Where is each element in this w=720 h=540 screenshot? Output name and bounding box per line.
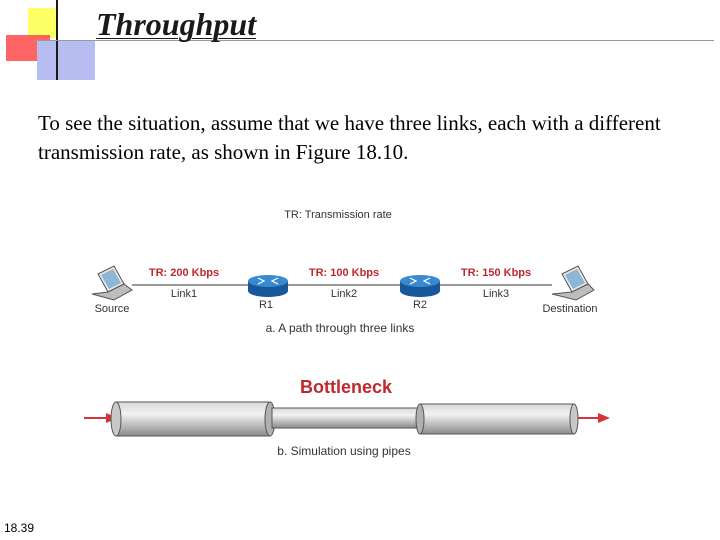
link2-rate: TR: 100 Kbps [308,267,380,279]
pipe-link1 [111,402,275,436]
destination-label: Destination [542,303,598,315]
output-arrow [578,413,610,423]
source-laptop-icon [92,266,132,300]
link1-name: Link1 [170,288,198,300]
destination-laptop-icon [552,266,594,300]
link2-name: Link2 [330,288,358,300]
slide-title: Throughput [96,6,257,42]
router-r1-label: R1 [258,299,274,311]
pipe-link2-bottleneck [272,408,420,428]
part-a-caption: a. A path through three links [265,321,415,335]
router-r2-icon [400,275,440,297]
pipe-link3 [416,404,578,434]
slide-number: 18.39 [4,521,35,535]
slide-body-text: To see the situation, assume that we have three links, each with a different transmission rate, as shown in Figure 18.10. [38,111,661,164]
bottleneck-label: Bottleneck [299,377,393,397]
source-label: Source [94,303,130,315]
link3-name: Link3 [482,288,510,300]
part-b-caption: b. Simulation using pipes [277,444,411,458]
router-r2-label: R2 [412,299,428,311]
figure-legend: TR: Transmission rate [284,209,392,221]
link1-rate: TR: 200 Kbps [148,267,220,279]
router-r1-icon [248,275,288,297]
link3-rate: TR: 150 Kbps [460,267,532,279]
